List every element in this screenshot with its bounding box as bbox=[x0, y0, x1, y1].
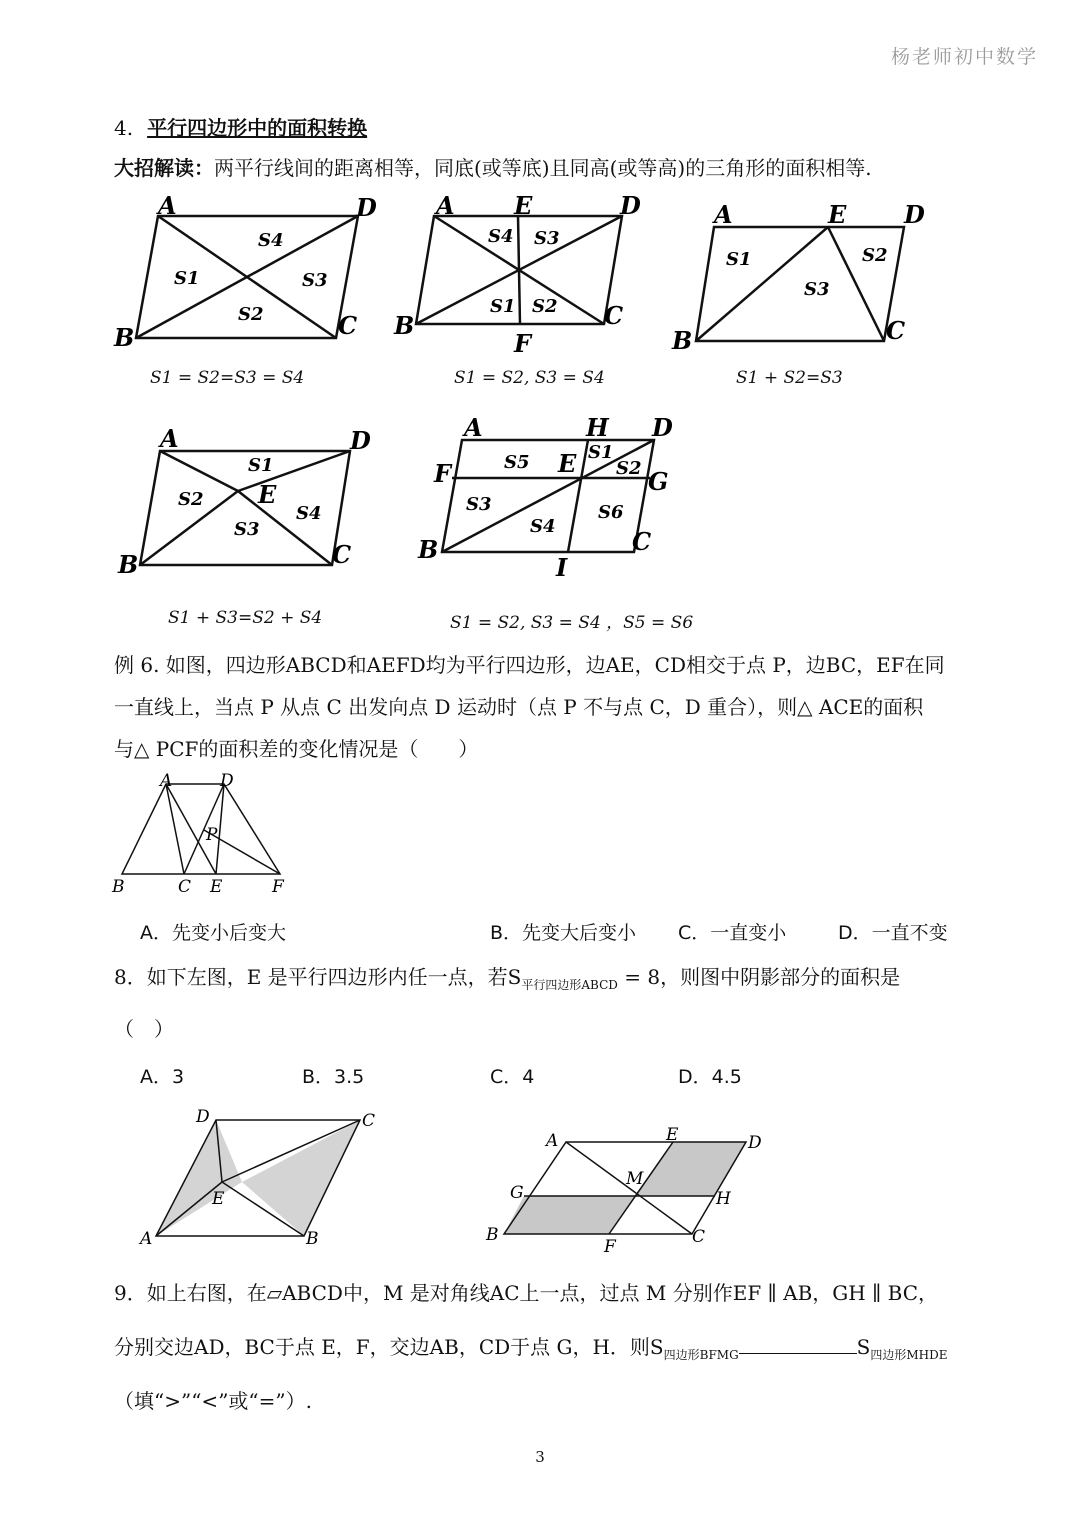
fig5-label-b: B bbox=[418, 535, 439, 564]
fig5-label-g: G bbox=[648, 467, 669, 496]
fig5-region: S2 bbox=[616, 458, 642, 479]
q9-answer-blank[interactable] bbox=[739, 1331, 857, 1354]
example6-line: 一直线上，当点 P 从点 C 出发向点 D 运动时（点 P 不与点 C，D 重合），则△ ACE的面积 bbox=[114, 695, 924, 719]
fig2-label-f: F bbox=[514, 329, 532, 358]
q8-label-e: E bbox=[212, 1189, 225, 1209]
ex6-label-p: P bbox=[206, 825, 218, 845]
fig3-label-e: E bbox=[828, 200, 847, 229]
q9-line1: 9．如上右图，在▱ABCD中，M 是对角线AC上一点，过点 M 分别作EF ∥ AB，GH ∥ BC， bbox=[114, 1281, 939, 1305]
fig1-region: S4 bbox=[258, 230, 284, 251]
q8-line1 bbox=[114, 956, 974, 1006]
q9-line3: （填“>”“<”或“=”）. bbox=[114, 1389, 312, 1413]
fig1-label-d: D bbox=[356, 193, 377, 222]
fig2-label-b: B bbox=[394, 311, 415, 340]
q8-text-end: = 8，则图中阴影部分的面积是 bbox=[617, 965, 901, 989]
fig4-label-a: A bbox=[160, 424, 179, 453]
fig5-label-h: H bbox=[586, 413, 609, 442]
q9-label-g: G bbox=[510, 1183, 524, 1203]
q8-option-b: B．3.5 bbox=[302, 1066, 365, 1088]
figure-3 bbox=[668, 195, 938, 360]
fig4-region: S2 bbox=[178, 489, 204, 510]
fig4-label-c: C bbox=[332, 540, 352, 569]
example6-line: 例 6. 如图，四边形ABCD和AEFD均为平行四边形，边AE，CD相交于点 P，边BC，EF在同 bbox=[114, 653, 945, 677]
intro-text: 两平行线间的距离相等，同底(或等底)且同高(或等高)的三角形的面积相等. bbox=[214, 156, 872, 180]
fig4-label-e: E bbox=[258, 480, 277, 509]
fig1-region: S3 bbox=[302, 270, 328, 291]
q9-text: 分别交边AD，BC于点 E，F，交边AB，CD于点 G，H．则S bbox=[114, 1335, 664, 1359]
q9-text-s: S bbox=[856, 1335, 871, 1359]
ex6-label-d: D bbox=[220, 771, 234, 791]
example6-option-a: A．先变小后变大 bbox=[140, 922, 286, 944]
q8-figure bbox=[132, 1100, 392, 1250]
example6-figure bbox=[108, 772, 298, 900]
fig4-label-b: B bbox=[118, 550, 139, 579]
fig3-label-b: B bbox=[672, 326, 693, 355]
fig4-region: S3 bbox=[234, 519, 260, 540]
q8-label-d: D bbox=[196, 1107, 210, 1127]
intro bbox=[114, 152, 872, 181]
fig5-label-d: D bbox=[652, 413, 673, 442]
intro-label: 大招解读： bbox=[114, 156, 214, 180]
fig2-formula: S1 = S2, S3 = S4 bbox=[454, 368, 605, 388]
q8-option-a: A．3 bbox=[140, 1066, 185, 1088]
fig2-region: S4 bbox=[488, 226, 514, 247]
q9-label-h: H bbox=[716, 1189, 731, 1209]
fig5-label-f: F bbox=[434, 459, 452, 488]
fig5-region: S6 bbox=[598, 502, 624, 523]
fig2-label-d: D bbox=[620, 191, 641, 220]
q9-label-f: F bbox=[604, 1237, 616, 1257]
fig5-region: S5 bbox=[504, 452, 530, 473]
q8-option-d: D．4.5 bbox=[678, 1066, 742, 1088]
example6-text bbox=[114, 644, 974, 770]
fig1-label-a: A bbox=[158, 191, 177, 220]
q8-subscript: 平行四边形ABCD bbox=[521, 978, 618, 992]
page-header: 杨老师初中数学 bbox=[890, 46, 1038, 68]
fig3-label-c: C bbox=[886, 316, 906, 345]
fig3-region: S1 bbox=[726, 249, 752, 270]
fig1-region: S1 bbox=[174, 268, 200, 289]
fig4-region: S1 bbox=[248, 455, 274, 476]
fig4-region: S4 bbox=[296, 503, 322, 524]
fig5-region: S1 bbox=[588, 442, 614, 463]
q9-label-b: B bbox=[486, 1225, 499, 1245]
q9-subscript-1: 四边形BFMG bbox=[663, 1348, 739, 1362]
fig5-region: S3 bbox=[466, 494, 492, 515]
fig5-label-i: I bbox=[556, 553, 568, 582]
fig2-label-a: A bbox=[436, 191, 455, 220]
fig3-label-d: D bbox=[904, 200, 925, 229]
fig2-label-e: E bbox=[514, 191, 533, 220]
q9-label-c: C bbox=[692, 1227, 706, 1247]
section-title-text: 平行四边形中的面积转换 bbox=[147, 116, 368, 140]
example6-option-d: D．一直不变 bbox=[838, 922, 948, 944]
fig2-region: S1 bbox=[490, 296, 516, 317]
q8-option-c: C．4 bbox=[490, 1066, 535, 1088]
fig5-label-a: A bbox=[464, 413, 483, 442]
q9-line2 bbox=[114, 1326, 974, 1376]
q9-label-a: A bbox=[546, 1131, 559, 1151]
page-number: 3 bbox=[535, 1448, 545, 1466]
ex6-label-b: B bbox=[112, 877, 125, 897]
fig2-region: S2 bbox=[532, 296, 558, 317]
q9-label-e: E bbox=[666, 1125, 679, 1145]
figure-2 bbox=[392, 190, 662, 360]
example6-option-b: B．先变大后变小 bbox=[490, 922, 637, 944]
fig4-label-d: D bbox=[350, 426, 371, 455]
ex6-label-e: E bbox=[210, 877, 223, 897]
ex6-label-f: F bbox=[272, 877, 284, 897]
fig3-region: S3 bbox=[804, 279, 830, 300]
fig1-label-b: B bbox=[114, 323, 135, 352]
ex6-label-a: A bbox=[160, 771, 173, 791]
figure-5 bbox=[410, 410, 690, 580]
fig1-formula: S1 = S2=S3 = S4 bbox=[150, 368, 305, 388]
fig3-formula: S1 + S2=S3 bbox=[736, 368, 843, 388]
fig1-label-c: C bbox=[338, 311, 358, 340]
fig2-region: S3 bbox=[534, 228, 560, 249]
q8-text: 8．如下左图，E 是平行四边形内任一点，若S bbox=[114, 965, 522, 989]
fig5-label-c: C bbox=[632, 527, 652, 556]
fig1-region: S2 bbox=[238, 304, 264, 325]
q9-subscript-2: 四边形MHDE bbox=[870, 1348, 948, 1362]
section-title bbox=[114, 112, 367, 141]
fig2-label-c: C bbox=[604, 301, 624, 330]
figure-1 bbox=[110, 190, 377, 355]
section-number: 4. bbox=[114, 116, 134, 140]
fig3-label-a: A bbox=[714, 200, 733, 229]
q8-label-b: B bbox=[306, 1229, 319, 1249]
fig5-region: S4 bbox=[530, 516, 556, 537]
fig5-label-e: E bbox=[558, 449, 577, 478]
example6-option-c: C．一直变小 bbox=[678, 922, 787, 944]
figure-4 bbox=[110, 425, 380, 585]
q9-label-d: D bbox=[748, 1133, 762, 1153]
ex6-label-c: C bbox=[178, 877, 192, 897]
q9-figure bbox=[480, 1120, 780, 1260]
q8-label-a: A bbox=[140, 1229, 153, 1249]
fig3-region: S2 bbox=[862, 245, 888, 266]
q8-label-c: C bbox=[362, 1111, 376, 1131]
fig4-formula: S1 + S3=S2 + S4 bbox=[168, 608, 323, 628]
q8-line2: （ ） bbox=[114, 1017, 174, 1041]
example6-line: 与△ PCF的面积差的变化情况是（ ） bbox=[114, 737, 479, 761]
fig5-formula: S1 = S2, S3 = S4 ，S5 = S6 bbox=[450, 613, 694, 633]
q9-label-m: M bbox=[626, 1169, 644, 1189]
